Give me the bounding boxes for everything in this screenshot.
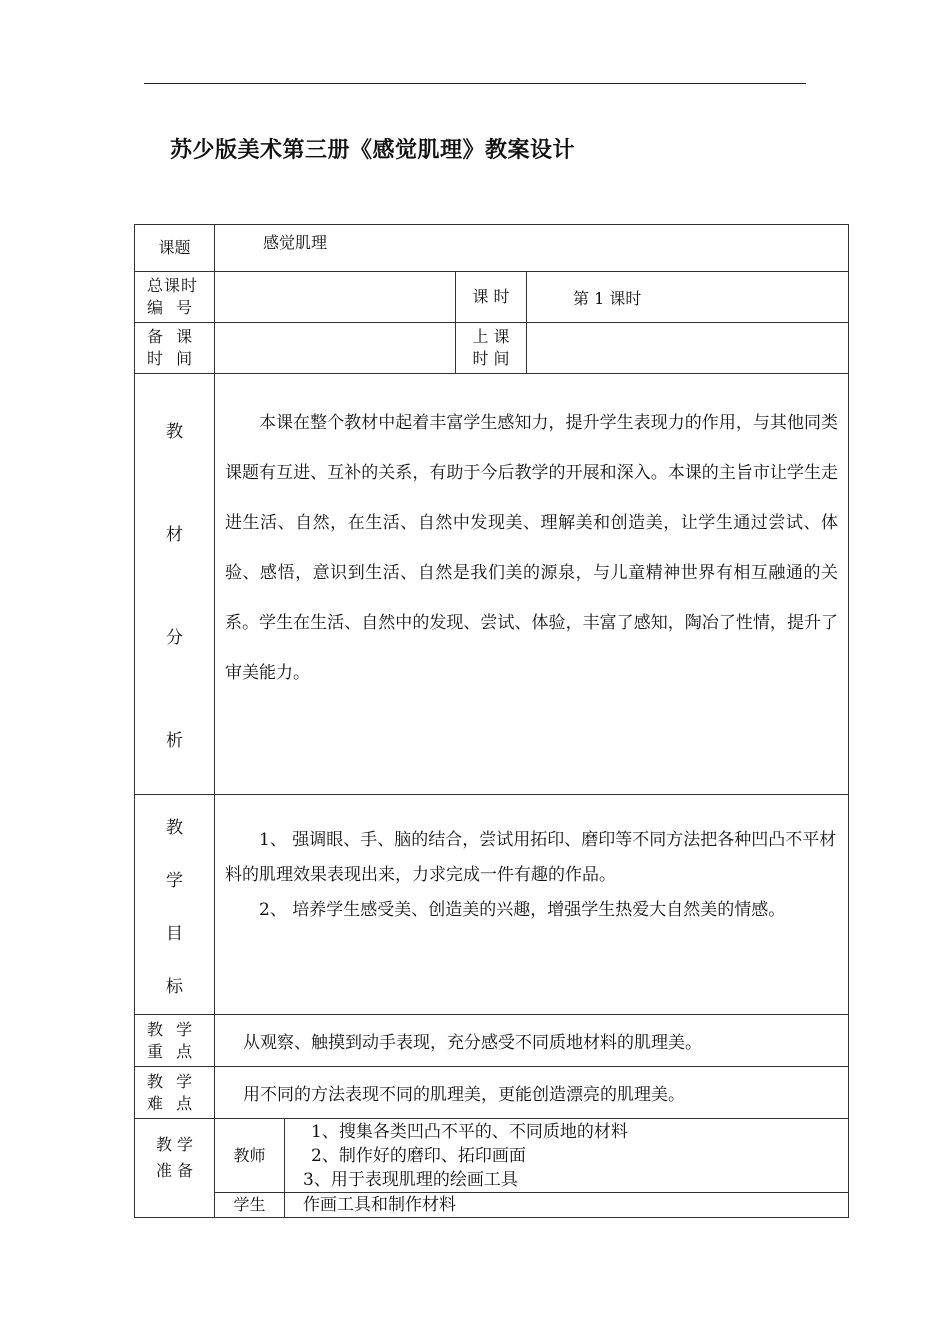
difficulties-label (135, 1067, 215, 1119)
header-rule (144, 83, 806, 84)
preparation-label (135, 1119, 215, 1218)
goal-item: 2、 培养学生感受美、创造美的兴趣，增强学生热爱大自然美的情感。 (259, 900, 786, 920)
class-hour-label: 课 时 (456, 272, 527, 323)
key-points-label-line2: 重 点 (147, 1041, 194, 1061)
row-times (135, 323, 849, 374)
difficulties-label-line1: 教 学 (147, 1071, 194, 1091)
row-key-points (135, 1015, 849, 1067)
row-preparation-teacher (135, 1119, 849, 1193)
row-analysis (135, 374, 849, 795)
goals-label-char: 学 (166, 870, 183, 891)
preparation-label-line2: 准 备 (155, 1161, 194, 1180)
teacher-item: 2、制作好的磨印、拓印画面 (311, 1145, 526, 1166)
page-title: 苏少版美术第三册《感觉肌理》教案设计 (170, 138, 576, 163)
preparation-label-line1: 教 学 (155, 1135, 194, 1154)
class-hour-value: 第 1 课时 (527, 272, 849, 323)
difficulties-label-line2: 难 点 (147, 1093, 194, 1113)
lesson-plan-table (134, 224, 849, 1218)
goals-label-char: 教 (166, 817, 183, 838)
analysis-label-char: 材 (166, 525, 183, 545)
analysis-label-char: 析 (166, 731, 183, 751)
goals-text-cell (215, 795, 849, 1015)
prep-time-label (135, 323, 215, 374)
analysis-label (135, 374, 215, 795)
total-hours-label-line1: 总课时 (147, 276, 199, 295)
class-time-value (527, 323, 849, 374)
goals-label-char: 目 (166, 923, 183, 944)
key-points-value: 从观察、触摸到动手表现，充分感受不同质地材料的肌理美。 (215, 1015, 849, 1067)
class-time-label (456, 323, 527, 374)
topic-value: 感觉肌理 (215, 225, 849, 272)
row-difficulties (135, 1067, 849, 1119)
total-hours-value (215, 272, 456, 323)
total-hours-label (135, 272, 215, 323)
teacher-label: 教师 (215, 1119, 285, 1193)
key-points-label-line1: 教 学 (147, 1019, 194, 1039)
goals-label (135, 795, 215, 1015)
difficulties-value: 用不同的方法表现不同的肌理美，更能创造漂亮的肌理美。 (215, 1067, 849, 1119)
row-goals (135, 795, 849, 1015)
row-total-hours (135, 272, 849, 323)
analysis-label-char: 分 (166, 628, 183, 648)
prep-time-value (215, 323, 456, 374)
prep-time-label-line1: 备 课 (147, 327, 194, 346)
prep-time-label-line2: 时 间 (147, 349, 194, 368)
row-preparation-student (135, 1193, 849, 1218)
row-topic (135, 225, 849, 272)
analysis-label-char: 教 (166, 422, 183, 442)
teacher-item: 1、搜集各类凹凸不平的、不同质地的材料 (311, 1121, 628, 1142)
analysis-text-cell (215, 374, 849, 795)
goals-label-char: 标 (166, 976, 183, 997)
student-label: 学生 (215, 1193, 285, 1218)
class-time-label-line1: 上 课 (472, 327, 510, 346)
goal-item: 1、 强调眼、手、脑的结合，尝试用拓印、磨印等不同方法把各种凹凸不平材料的肌理效果表现出来，力求完成一件有趣的作品。 (225, 830, 837, 885)
analysis-text: 本课在整个教材中起着丰富学生感知力，提升学生表现力的作用，与其他同类课题有互进、互补的关系，有助于今后教学的开展和深入。本课的主旨市让学生走进生活、自然，在生活、自然中发现美、理解美和创造美，让学生通过尝试、体验、感悟，意识到生活、自然是我们美的源泉，与儿童精神世界有相互融通的关系。学生在生活、自然中的发现、尝试、体验，丰富了感知，陶冶了性情，提升了审美能力。 (225, 413, 839, 683)
class-time-label-line2: 时 间 (472, 349, 510, 368)
total-hours-label-line2: 编 号 (147, 298, 194, 317)
teacher-items-cell (285, 1119, 849, 1193)
student-value: 作画工具和制作材料 (285, 1193, 849, 1218)
teacher-item: 3、用于表现肌理的绘画工具 (303, 1169, 518, 1190)
topic-label: 课题 (135, 225, 215, 272)
key-points-label (135, 1015, 215, 1067)
